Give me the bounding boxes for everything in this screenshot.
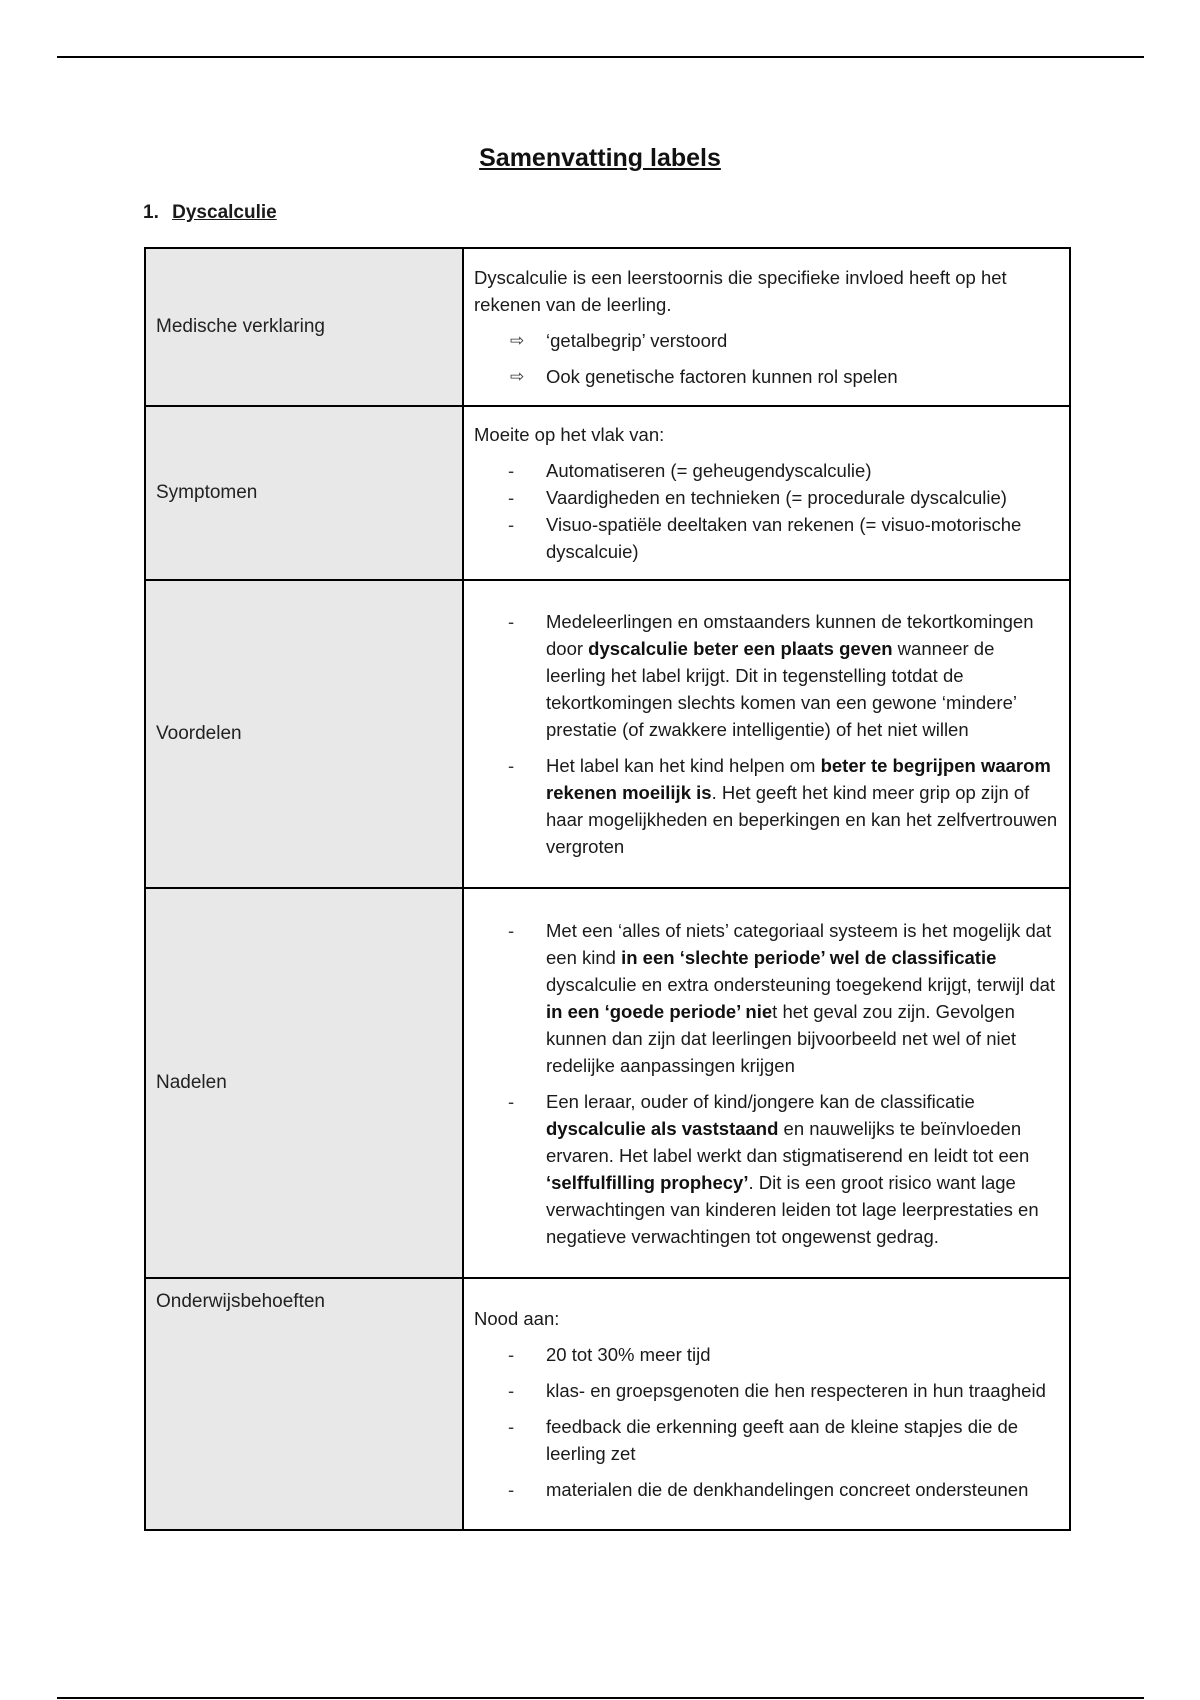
section-heading [143,202,277,224]
dash-icon: - [508,1344,515,1365]
dash-icon: - [508,460,515,481]
medisch-list [474,327,1059,390]
row-content-medisch [463,248,1070,406]
row-content-onderwijs [463,1278,1070,1530]
symptomen-list [474,457,1059,565]
dash-icon: - [508,1479,515,1500]
dash-icon: - [508,1416,515,1437]
table-row [145,580,1070,888]
table-row [145,1278,1070,1530]
row-content-voordelen [463,580,1070,888]
table-row [145,888,1070,1278]
dash-icon: - [508,919,515,941]
bottom-rule [57,1697,1144,1699]
dash-icon: - [508,611,515,632]
list-item: - Visuo-spatiële deeltaken van rekenen (= visuo-motorische dyscalcuie) [474,511,1059,565]
section-name: Dyscalculie [172,202,277,223]
row-label-onderwijs: Onderwijsbehoeften [145,1278,463,1530]
list-item: - 20 tot 30% meer tijd [474,1341,1059,1368]
arrow-icon: ⇨ [510,331,525,350]
row-label-nadelen: Nadelen [145,888,463,1278]
table-row [145,406,1070,580]
onderwijs-list [474,1341,1059,1503]
list-item: ⇨ ‘getalbegrip’ verstoord [474,327,1059,354]
medisch-intro: Dyscalculie is een leerstoornis die specifieke invloed heeft op het rekenen van de leerling. [474,267,1007,315]
list-item: - Automatiseren (= geheugendyscalculie) [474,457,1059,484]
row-label-voordelen: Voordelen [145,580,463,888]
labels-table [144,247,1071,1531]
top-rule [57,56,1144,58]
page-title: Samenvatting labels [479,144,721,172]
list-item: - Het label kan het kind helpen om beter te begrijpen waarom rekenen moeilijk is. Het geeft het kind meer grip op zijn of haar mogelijkheden en beperkingen en kan het zelfvertrouwen vergroten [474,752,1059,860]
list-item: - Een leraar, ouder of kind/jongere kan de classificatie dyscalculie als vaststaand en nauwelijks te beïnvloeden ervaren. Het label werkt dan stigmatiserend en leidt tot een ‘selffulfilling prophecy’. Dit is een groot risico want lage verwachtingen van kinderen leiden tot lage leerprestaties en negatieve verwachtingen tot ongewenst gedrag. [474,1088,1059,1250]
dash-icon: - [508,487,515,508]
symptomen-intro: Moeite op het vlak van: [474,424,665,445]
row-content-nadelen [463,888,1070,1278]
row-content-symptomen [463,406,1070,580]
list-item: - Met een ‘alles of niets’ categoriaal systeem is het mogelijk dat een kind in een ‘slechte periode’ wel de classificatie dyscalculie en extra ondersteuning toegekend krijgt, terwijl dat in een ‘goede periode’ niet het geval zou zijn. Gevolgen kunnen dan zijn dat leerlingen bijvoorbeeld net wel of niet redelijke aanpassingen krijgen [474,917,1059,1079]
onderwijs-intro: Nood aan: [474,1308,560,1329]
row-label-symptomen: Symptomen [145,406,463,580]
list-item: - klas- en groepsgenoten die hen respecteren in hun traagheid [474,1377,1059,1404]
dash-icon: - [508,1090,515,1112]
table-row [145,248,1070,406]
nadelen-list [474,917,1059,1250]
voordelen-list [474,608,1059,860]
list-item: - materialen die de denkhandelingen concreet ondersteunen [474,1476,1059,1503]
row-label-medisch: Medische verklaring [145,248,463,406]
list-item: ⇨ Ook genetische factoren kunnen rol spelen [474,363,1059,390]
dash-icon: - [508,755,515,776]
list-item: - feedback die erkenning geeft aan de kleine stapjes die de leerling zet [474,1413,1059,1467]
list-item: - Medeleerlingen en omstaanders kunnen de tekortkomingen door dyscalculie beter een plaats geven wanneer de leerling het label krijgt. Dit in tegenstelling totdat de tekortkomingen slechts komen van een gewone ‘mindere’ prestatie (of zwakkere intelligentie) of het niet willen [474,608,1059,743]
list-item: - Vaardigheden en technieken (= procedurale dyscalculie) [474,484,1059,511]
dash-icon: - [508,1380,515,1401]
section-number: 1. [143,202,159,223]
dash-icon: - [508,514,515,535]
arrow-icon: ⇨ [510,367,525,386]
